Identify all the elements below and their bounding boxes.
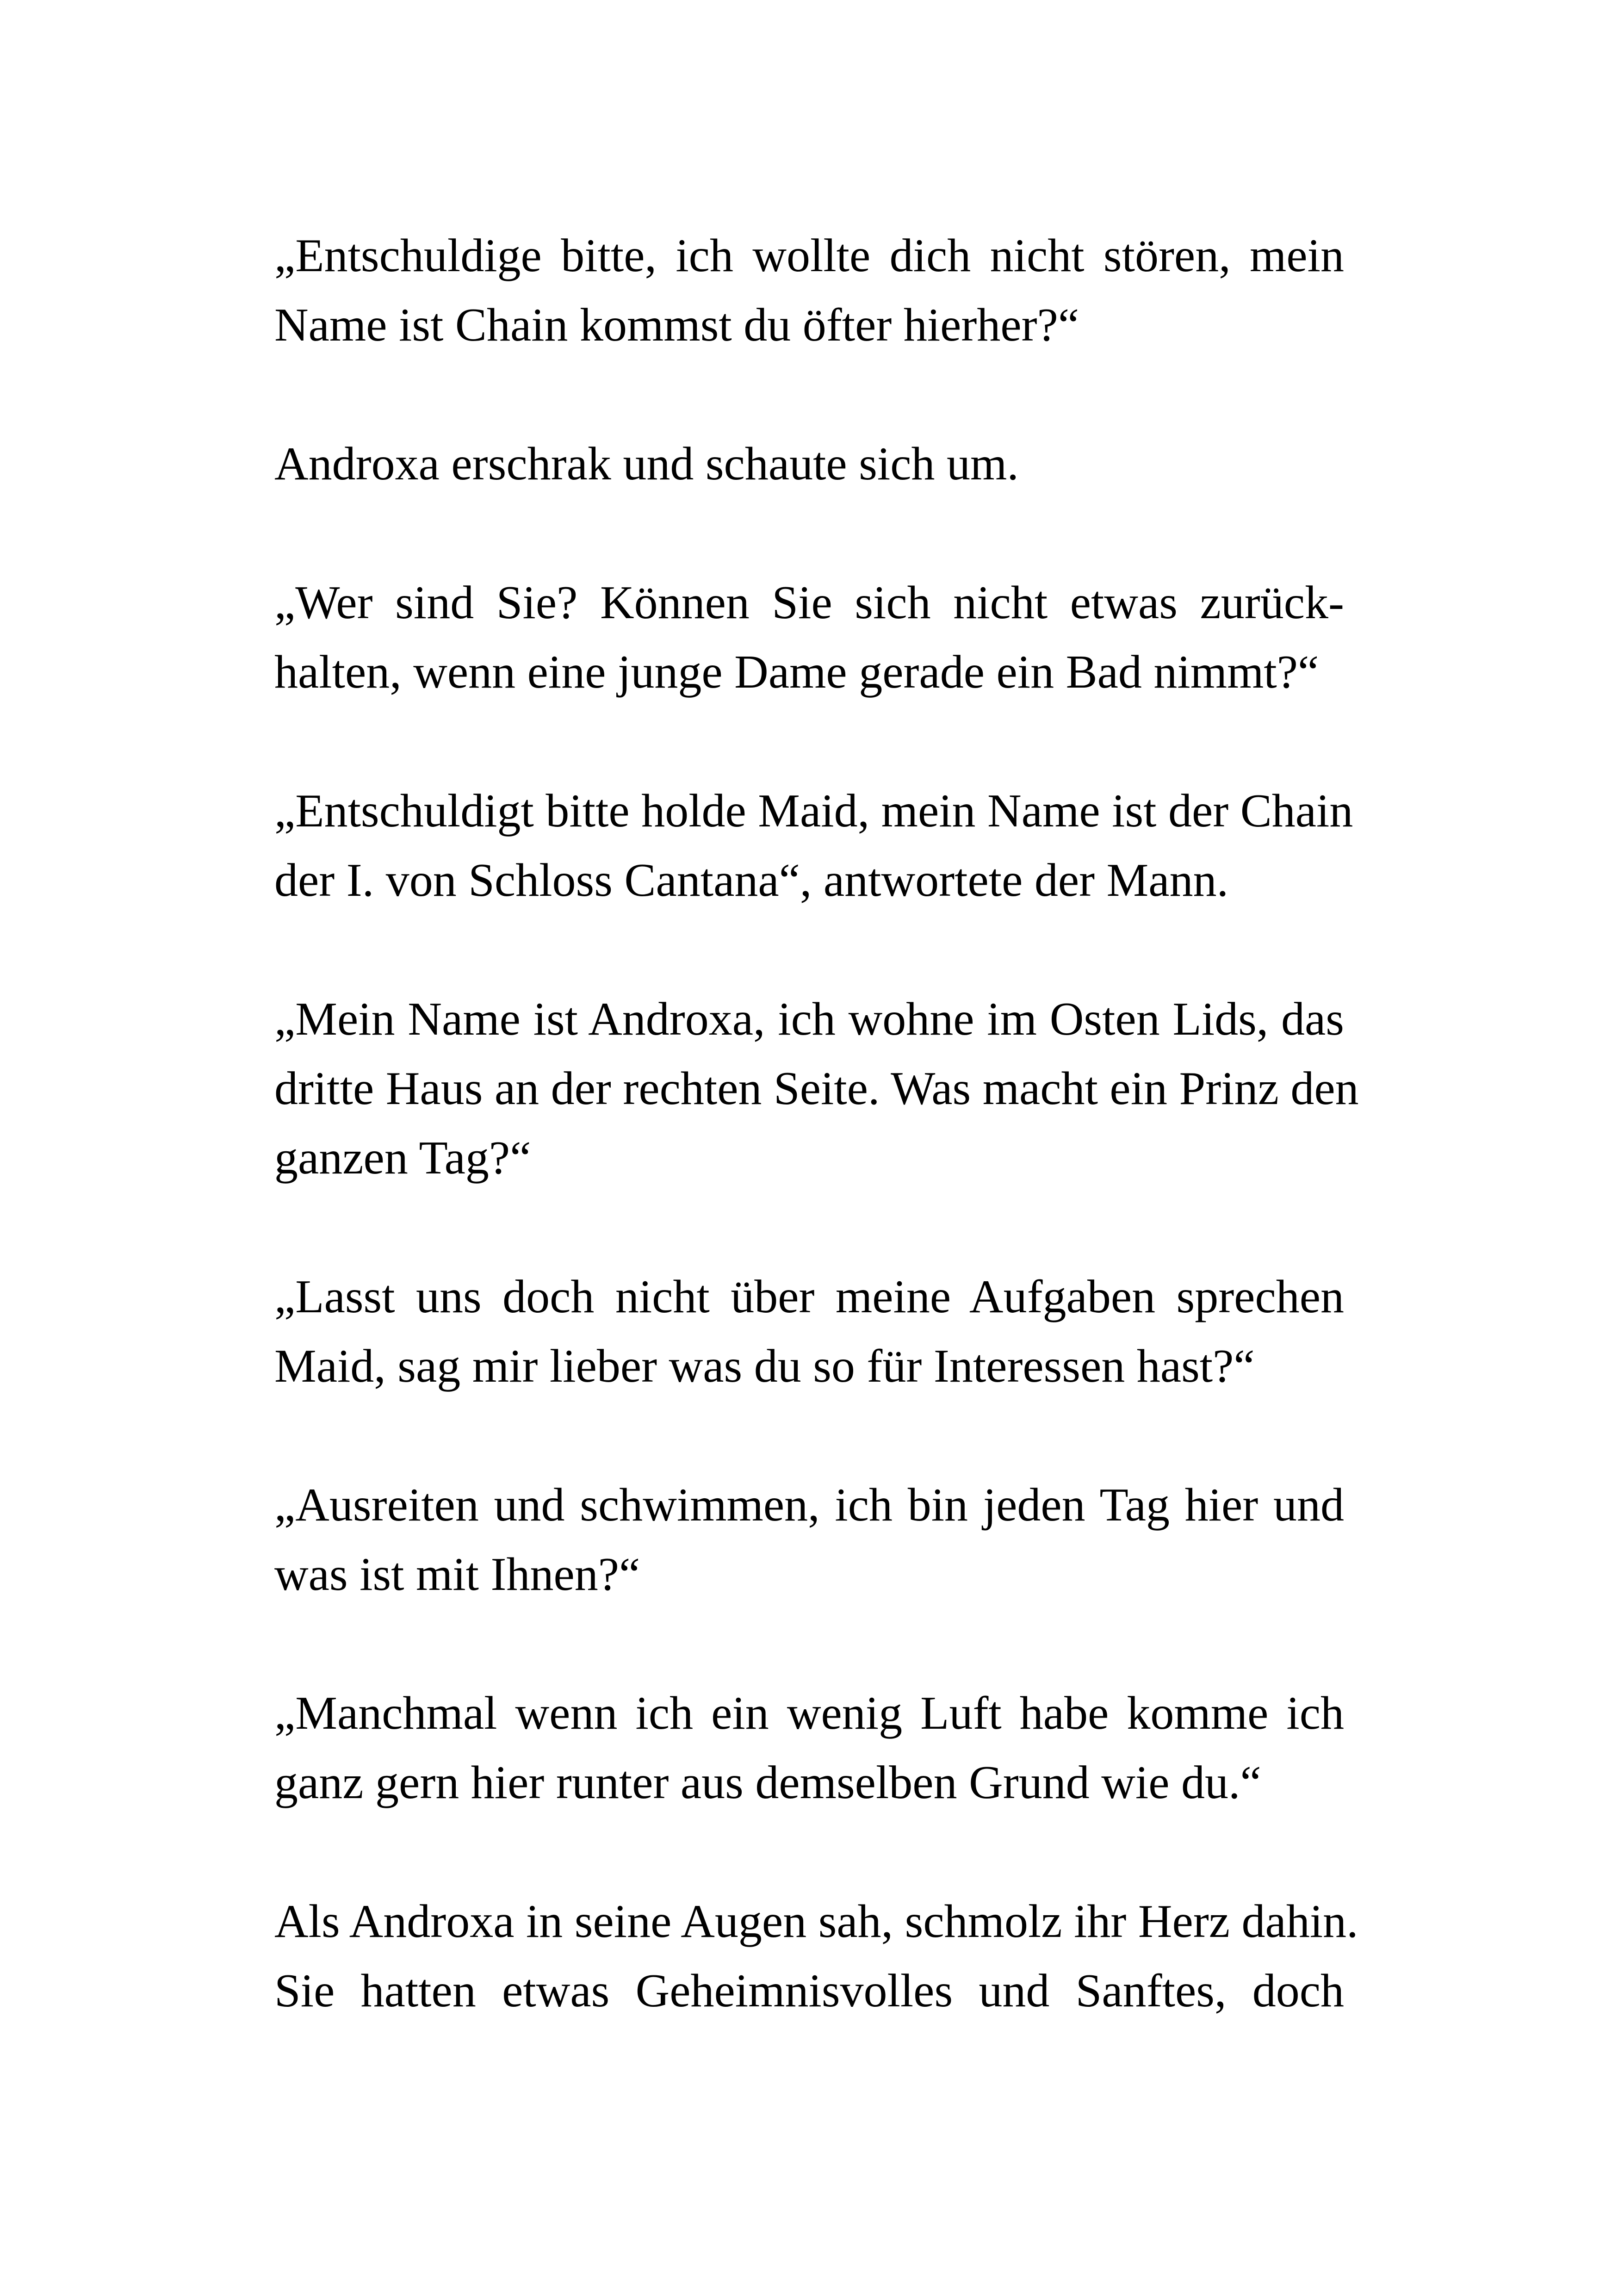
- paragraph: [274, 1887, 1358, 2026]
- paragraph: [274, 568, 1344, 707]
- text-line: „Entschuldige bitte, ich wollte dich nicht stören, mein: [274, 230, 1344, 282]
- text-line: der I. von Schloss Cantana“, antwortete der Mann.: [274, 854, 1229, 906]
- text-line: ganz gern hier runter aus demselben Grund wie du.“: [274, 1756, 1261, 1809]
- text-line: „Ausreiten und schwimmen, ich bin jeden Tag hier und: [274, 1479, 1344, 1531]
- text-line: Androxa erschrak und schaute sich um.: [274, 438, 1019, 490]
- text-line: Maid, sag mir lieber was du so für Interessen hast?“: [274, 1340, 1255, 1392]
- paragraph: [274, 985, 1359, 1193]
- paragraph: [274, 1679, 1344, 1818]
- paragraph: [274, 776, 1353, 915]
- paragraph: [274, 1262, 1344, 1401]
- paragraph: [274, 1471, 1344, 1609]
- text-line: „Wer sind Sie? Können Sie sich nicht etwas zurück-: [274, 577, 1344, 629]
- text-line: Sie hatten etwas Geheimnisvolles und Sanftes, doch: [274, 1965, 1344, 2017]
- paragraph: [274, 429, 1344, 499]
- text-line: „Lasst uns doch nicht über meine Aufgaben sprechen: [274, 1271, 1344, 1323]
- paragraph: [274, 221, 1344, 360]
- text-line: „Mein Name ist Androxa, ich wohne im Osten Lids, das: [274, 993, 1344, 1045]
- text-line: ganzen Tag?“: [274, 1132, 531, 1184]
- text-line: Name ist Chain kommst du öfter hierher?“: [274, 299, 1079, 351]
- text-line: Als Androxa in seine Augen sah, schmolz ihr Herz dahin.: [274, 1895, 1358, 1948]
- text-line: „Manchmal wenn ich ein wenig Luft habe komme ich: [274, 1687, 1344, 1739]
- text-line: halten, wenn eine junge Dame gerade ein Bad nimmt?“: [274, 646, 1319, 698]
- text-line: dritte Haus an der rechten Seite. Was macht ein Prinz den: [274, 1062, 1359, 1115]
- text-line: „Entschuldigt bitte holde Maid, mein Name ist der Chain: [274, 785, 1353, 837]
- text-line: was ist mit Ihnen?“: [274, 1548, 640, 1601]
- body-text: [274, 221, 1359, 2095]
